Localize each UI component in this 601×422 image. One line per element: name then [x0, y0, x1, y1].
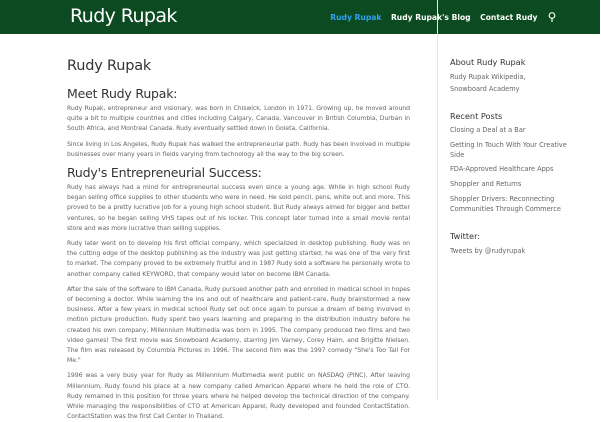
site-logo[interactable]: Rudy Rupak — [70, 5, 177, 27]
paragraph: Since living in Los Angeles, Rudy Rupak has walked the entrepreneurial path. Rudy has been involved in multiple businesses over many years in fields varying from technology all the way to the big screen. — [67, 140, 410, 158]
recent-posts-title: Recent Posts — [450, 111, 503, 121]
paragraph: 1996 was a very busy year for Rudy as Millennium Multimedia went public on NASDAQ (PINC). After leaving Millennium, Rudy found his place at a new company called American Apparel where he held the role of CTO. Rudy remained in this position for three years where he helped develop the technical direction of the company. While managing the responsibilities of CTO at American Apparel, Rudy developed and founded ContactStation. ContactStation was the first Call Center in Thailand. — [67, 372, 410, 421]
paragraph: Rudy later went on to develop his first official company, which specialized in desktop publishing. Rudy was on the cutting edge of the desktop publishing as the industry was just getting started; he was one of the very first to market. The company proved to be extremely fruitful and in 1987 Rudy sold a software he personally wrote to another company called KEYWORD, that company would later on become IBM Canada. — [67, 240, 410, 278]
recent-post-link[interactable]: FDA-Approved Healthcare Apps — [450, 165, 554, 174]
section-heading-success: Rudy's Entrepreneurial Success: — [67, 165, 262, 181]
section-heading-meet: Meet Rudy Rupak: — [67, 86, 178, 101]
recent-post-link[interactable]: Getting In Touch With Your Creative Side — [450, 140, 567, 159]
about-widget-title: About Rudy Rupak — [450, 57, 526, 67]
paragraph: Rudy has always had a mind for entrepreneurial success even since a young age. While in high school Rudy began selling office supplies to other students who were in need. He sold pencil, pens, white out and more. This proved to be a pretty lucrative job for a young high school student. But Rudy always aimed for bigger and better ventures, so he began selling VHS tapes out of his locker. This concept later turned into a small movie rental store and was more lucrative than selling supplies. — [67, 184, 410, 232]
paragraph: Rudy Rupak, entrepreneur and visionary, was born in Chiswick, London in 1971. Growing up, he moved around quite a bit to multiple countries and cities including Calgary, Canada, Vancouver in British Columbia, Durban in South Africa, and Montreal Canada. Rudy eventually settled down in Goleta, California. — [67, 105, 410, 133]
twitter-widget-title: Twitter: — [450, 230, 481, 241]
recent-post-link[interactable]: Shoppler Drivers: Reconnecting Communities Through Commerce — [450, 194, 561, 213]
nav-item-blog[interactable]: Rudy Rupak's Blog — [390, 12, 471, 22]
about-widget — [450, 57, 570, 95]
wikipedia-link[interactable]: Rudy Rupak Wikipedia, — [450, 73, 526, 81]
paragraph: After the sale of the software to IBM Canada, Rudy pursued another path and enrolled in medical school in hopes of becoming a doctor. While learning the ins and out of healthcare and patient-care, Rudy brainstormed a new business. After a few years in medical school Rudy set out once again to pursue a dream of being involved in motion picture production. Rudy spent two years learning and preparing in the distribution industry before he created his own company, Millennium Multimedia was born in 1995. The company produced two films and two video games! The first movie was Snowboard Academy, starring Jim Varney, Corey Haim, and Brigitte Nielsen. The film was released by Columbia Pictures in 1996. The second film was the 1997 comedy "She's Too Tall For Me." — [67, 285, 410, 365]
snowboard-academy-link[interactable]: Snowboard Academy — [450, 84, 520, 93]
twitter-feed-link[interactable]: Tweets by @rudyrupak — [450, 246, 526, 255]
page-title: Rudy Rupak — [67, 58, 152, 74]
twitter-widget — [450, 231, 570, 258]
recent-post-link[interactable]: Shoppler and Returns — [450, 180, 522, 189]
recent-posts-widget — [450, 111, 570, 215]
main-content — [67, 58, 410, 421]
recent-post-link[interactable]: Closing a Deal at a Bar — [450, 126, 526, 134]
nav-item-contact[interactable]: Contact Rudy — [480, 12, 538, 22]
sidebar — [437, 0, 601, 400]
nav-item-rudy-rupak[interactable]: Rudy Rupak — [330, 12, 382, 22]
